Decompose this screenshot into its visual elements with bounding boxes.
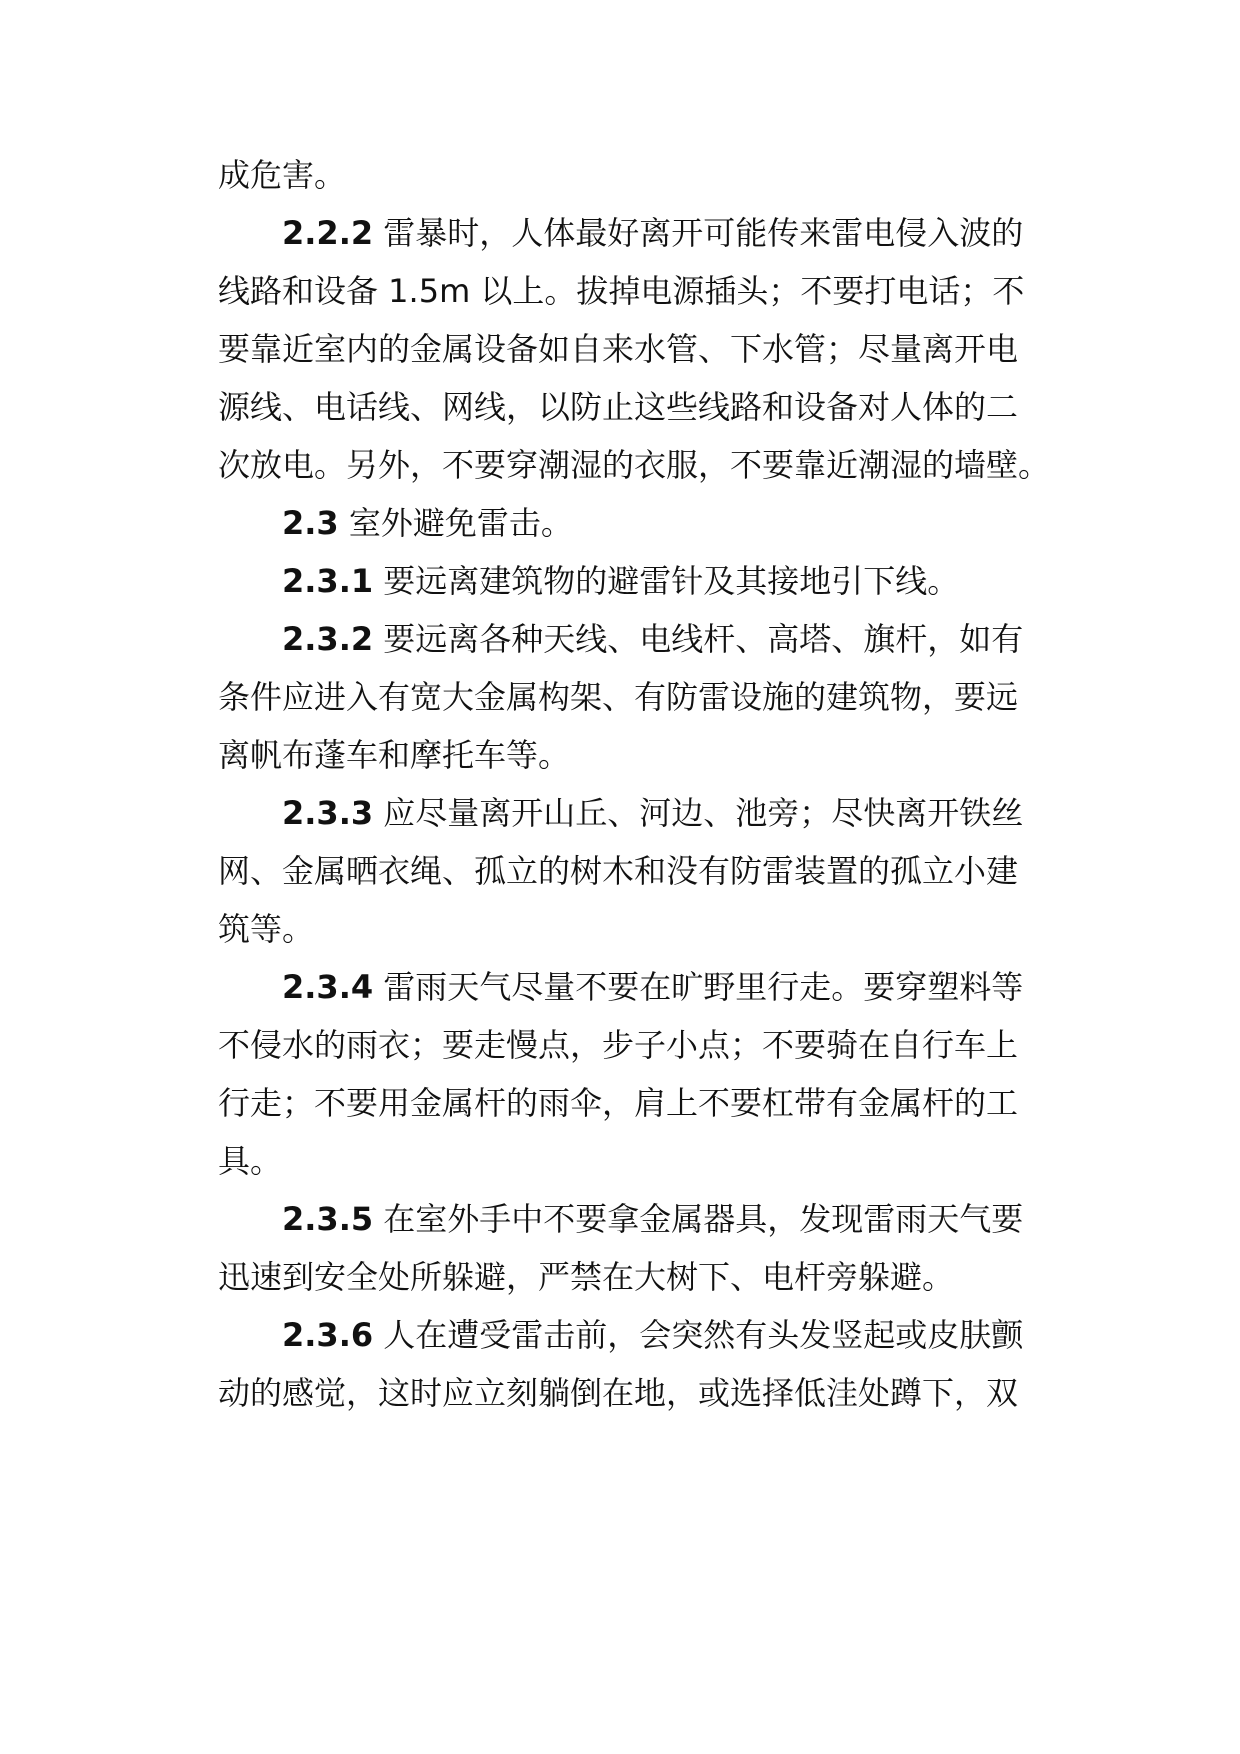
section-2-3-4-heading-line xyxy=(282,967,1038,1007)
line-text: 次放电。另外，不要穿潮湿的衣服，不要靠近潮湿的墙壁。 xyxy=(218,446,1051,484)
text-line xyxy=(218,329,1038,369)
section-2-3-5-heading-line xyxy=(282,1199,1038,1239)
section-2-3-1-heading-line xyxy=(282,561,1038,601)
text-line xyxy=(218,909,1038,949)
text-line xyxy=(218,387,1038,427)
section-2-3-2-heading-line xyxy=(282,619,1038,659)
line-text: 线路和设备 1.5m 以上。拔掉电源插头；不要打电话；不 xyxy=(218,272,1025,310)
text-line xyxy=(218,445,1051,485)
line-text: 动的感觉，这时应立刻躺倒在地，或选择低洼处蹲下，双 xyxy=(218,1374,1019,1412)
line-text: 要远离各种天线、电线杆、高塔、旗杆，如有 xyxy=(383,620,1024,658)
text-line xyxy=(218,1141,1038,1181)
line-text: 要靠近室内的金属设备如自来水管、下水管；尽量离开电 xyxy=(218,330,1019,368)
line-text: 筑等。 xyxy=(218,910,315,948)
section-number: 2.3.1 xyxy=(282,562,374,600)
line-text: 条件应进入有宽大金属构架、有防雷设施的建筑物，要远 xyxy=(218,678,1019,716)
section-number: 2.3.5 xyxy=(282,1200,374,1238)
text-line xyxy=(218,735,1038,775)
text-line xyxy=(218,1373,1038,1413)
section-number: 2.3.3 xyxy=(282,794,374,832)
text-line xyxy=(218,1083,1038,1123)
text-line xyxy=(218,677,1038,717)
text-line xyxy=(218,851,1038,891)
text-line xyxy=(218,155,1038,195)
text-line xyxy=(218,271,1038,311)
line-text: 不侵水的雨衣；要走慢点，步子小点；不要骑在自行车上 xyxy=(218,1026,1019,1064)
line-text: 具。 xyxy=(218,1142,283,1180)
line-text: 离帆布蓬车和摩托车等。 xyxy=(218,736,571,774)
text-line xyxy=(218,1257,1038,1297)
line-text: 迅速到安全处所躲避，严禁在大树下、电杆旁躲避。 xyxy=(218,1258,955,1296)
line-text: 行走；不要用金属杆的雨伞，肩上不要杠带有金属杆的工 xyxy=(218,1084,1019,1122)
line-text: 要远离建筑物的避雷针及其接地引下线。 xyxy=(383,562,960,600)
line-text: 应尽量离开山丘、河边、池旁；尽快离开铁丝 xyxy=(383,794,1024,832)
line-text: 雷雨天气尽量不要在旷野里行走。要穿塑料等 xyxy=(383,968,1024,1006)
section-number: 2.3 xyxy=(282,504,339,542)
section-number: 2.3.2 xyxy=(282,620,374,658)
section-number: 2.2.2 xyxy=(282,214,374,252)
section-2-3-3-heading-line xyxy=(282,793,1038,833)
line-text: 室外避免雷击。 xyxy=(348,504,573,542)
line-text: 雷暴时，人体最好离开可能传来雷电侵入波的 xyxy=(383,214,1024,252)
line-text: 成危害。 xyxy=(218,156,347,194)
section-number: 2.3.4 xyxy=(282,968,374,1006)
line-text: 源线、电话线、网线，以防止这些线路和设备对人体的二 xyxy=(218,388,1019,426)
text-line xyxy=(218,1025,1038,1065)
section-2-3-heading-line xyxy=(282,503,1038,543)
section-2-2-2-heading-line xyxy=(282,213,1038,253)
line-text: 人在遭受雷击前，会突然有头发竖起或皮肤颤 xyxy=(383,1316,1024,1354)
line-text: 网、金属晒衣绳、孤立的树木和没有防雷装置的孤立小建 xyxy=(218,852,1019,890)
section-number: 2.3.6 xyxy=(282,1316,374,1354)
line-text: 在室外手中不要拿金属器具，发现雷雨天气要 xyxy=(383,1200,1024,1238)
section-2-3-6-heading-line xyxy=(282,1315,1038,1355)
